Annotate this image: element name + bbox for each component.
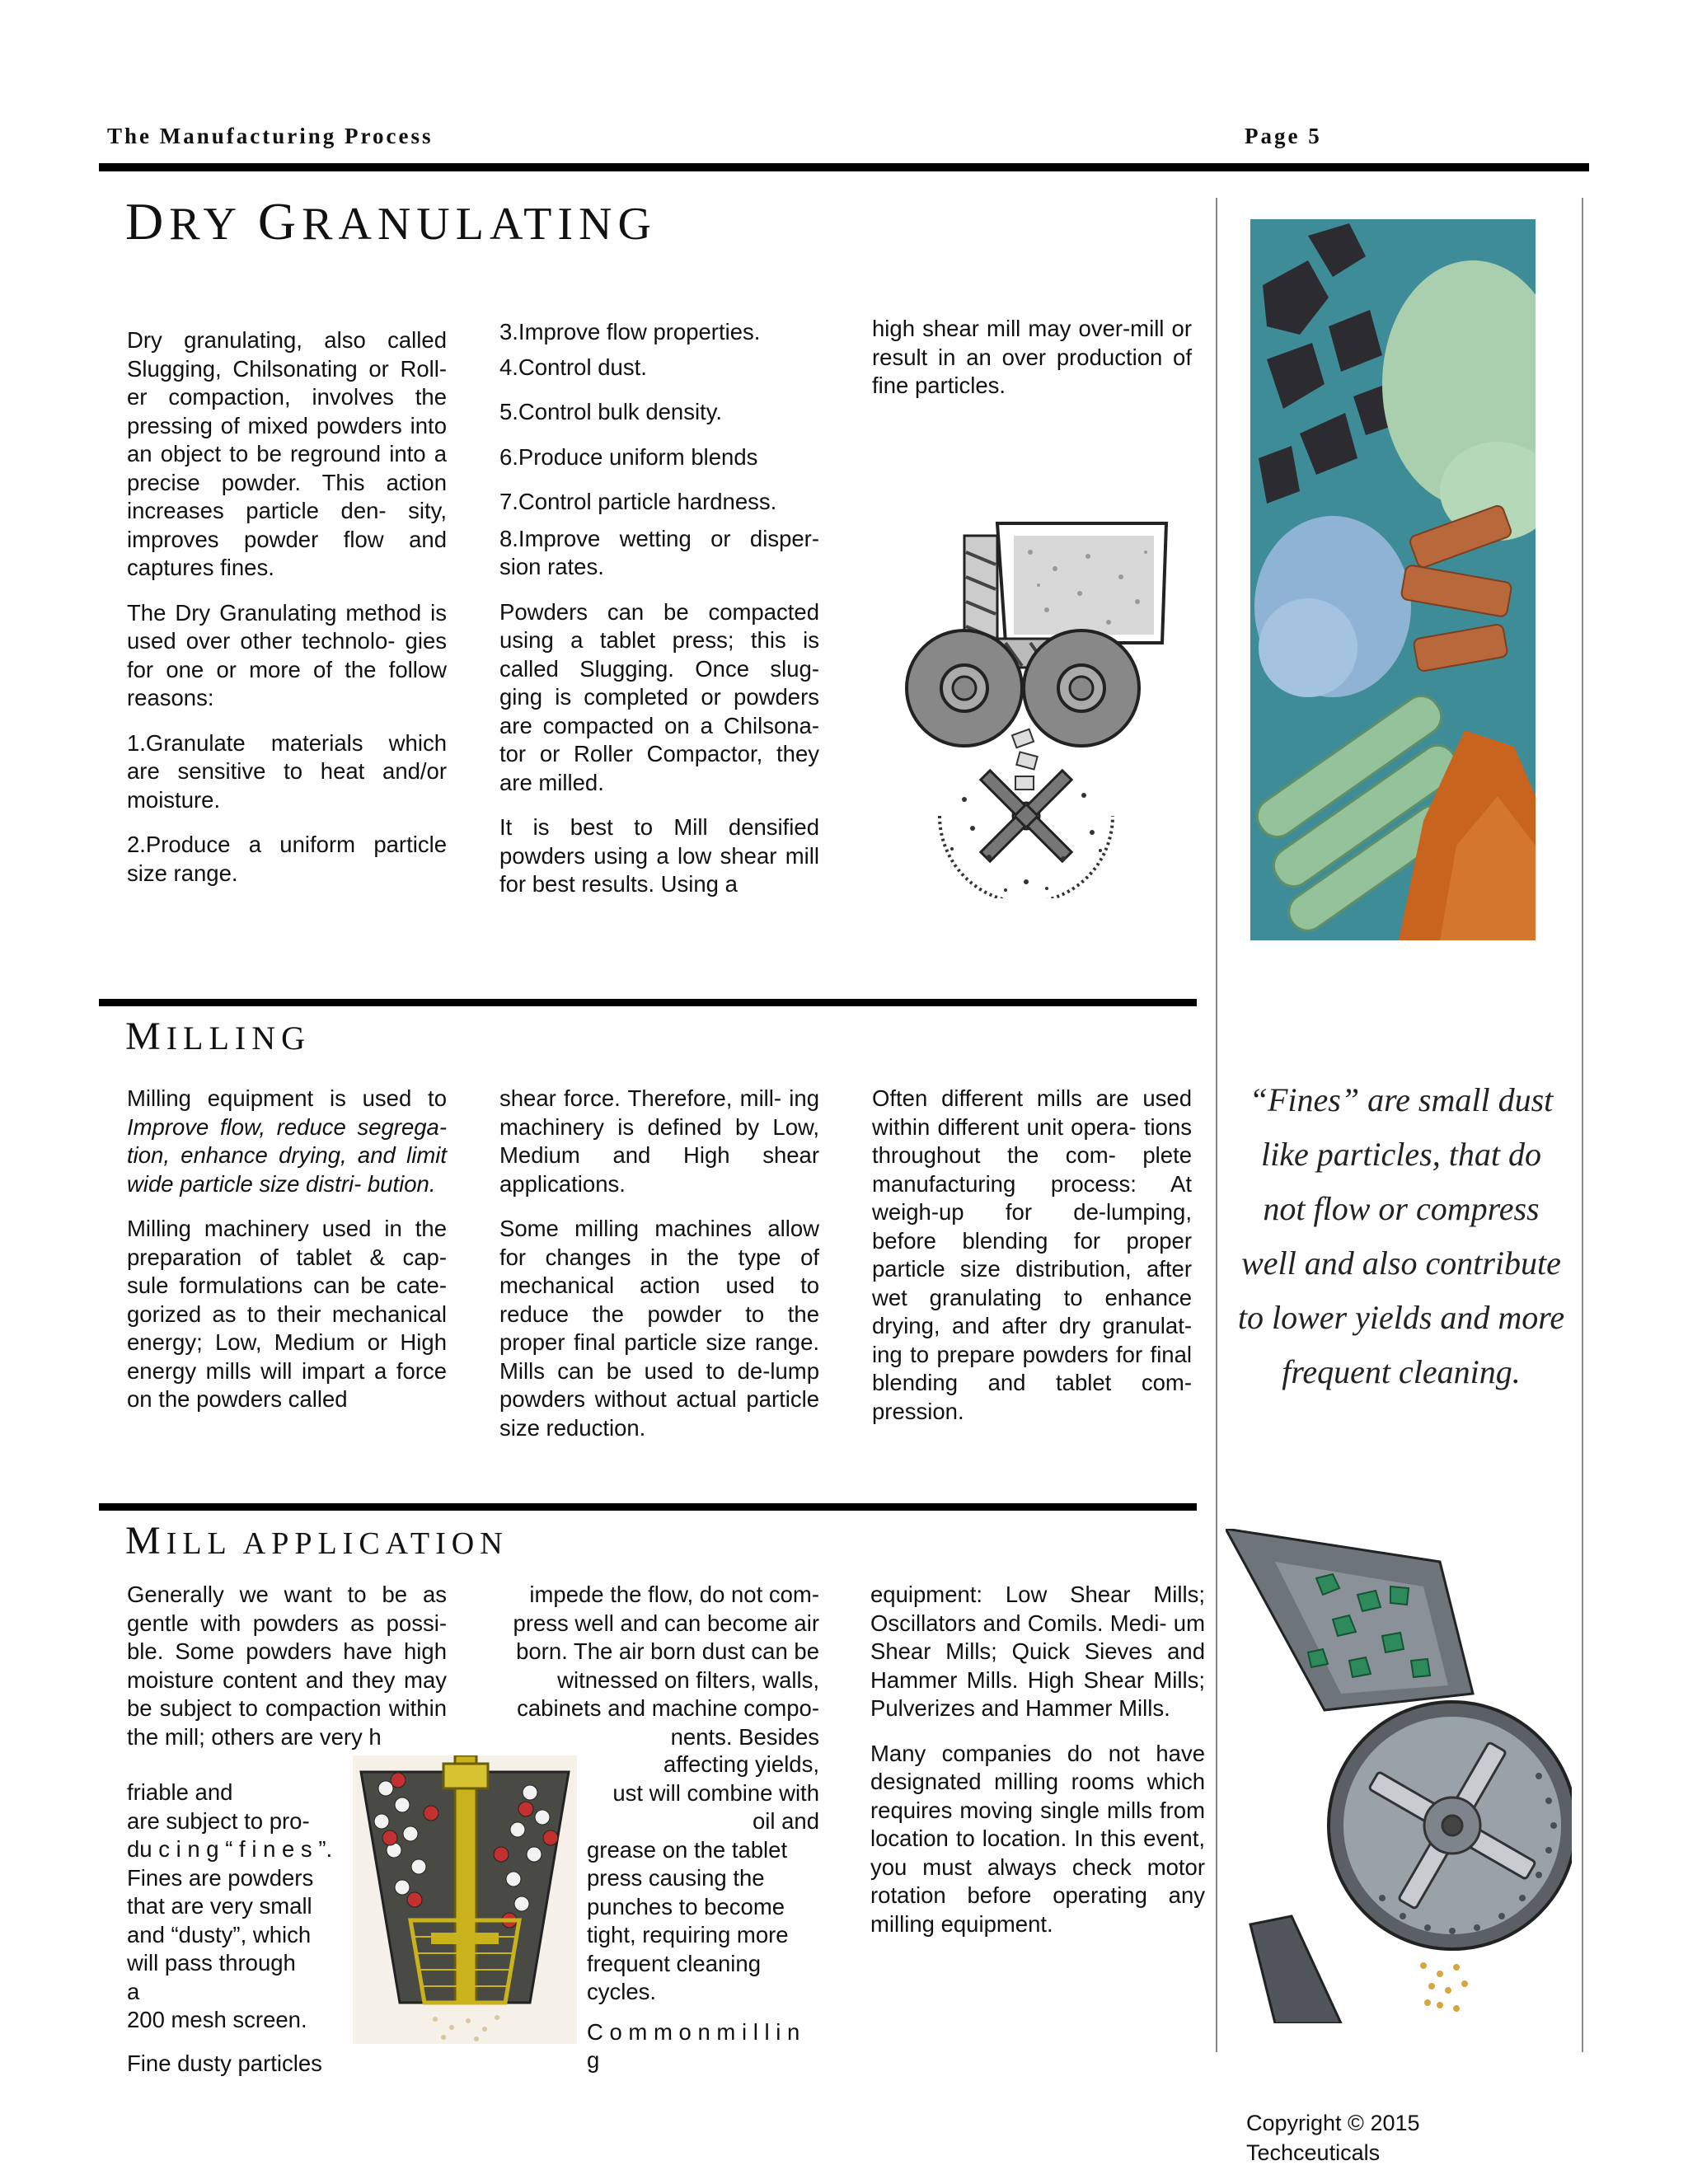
list-item: 8.Improve wetting or disper- sion rates. (499, 525, 819, 579)
text-line: press causing the (587, 1865, 765, 1891)
text-line: Fines are powders (127, 1864, 314, 1891)
copyright (1246, 2108, 1420, 2168)
dry-column-2 (499, 318, 819, 916)
text-line: g (587, 2047, 600, 2073)
mill-app-column-1-top (127, 1581, 447, 1751)
text-line: frequent cleaning (587, 1950, 761, 1976)
text-line: tight, requiring more (587, 1922, 789, 1947)
text-line: du c i n g “ f i n e s ”. (127, 1836, 333, 1862)
paragraph: high shear mill may over-mill or result in an over production of fine particles. (872, 316, 1192, 398)
text-line: a (127, 1978, 140, 2004)
paragraph (127, 1085, 447, 1198)
header-rule (99, 163, 1589, 171)
text-line: ust will combine with (612, 1779, 819, 1806)
paragraph: Dry granulating, also called Slugging, Chilsonating or Roll- er compaction, involves the pressing of mixed powders into an object to be reground into a precise powder. This action increases particle den- sity, improves powder flow and captures fines. (127, 327, 447, 580)
list-item: 5.Control bulk density. (499, 399, 723, 424)
section-rule-milling (99, 999, 1197, 1006)
text-line: affecting yields, (663, 1751, 819, 1777)
comil-mill-illustration (353, 1755, 577, 2044)
text-line: will pass through (127, 1950, 296, 1975)
paragraph: Generally we want to be as gentle with powders as possi- ble. Some powders have high moisture content and they may be subject to compaction within the mill; others are very h (127, 1582, 447, 1750)
section-rule-mill-application (99, 1503, 1197, 1511)
milling-column-1 (127, 1085, 447, 1431)
roller-compactor-illustration (890, 519, 1187, 898)
paragraph: equipment: Low Shear Mills; Oscillators and Comils. Medi- um Shear Mills; Quick Sieves and Hammer Mills. High Shear Mills; Pulverizes and Hammer Mills. (870, 1582, 1205, 1721)
mill-app-column-2-top (499, 1581, 819, 1751)
text-line: oil and (752, 1808, 819, 1834)
paragraph: Milling machinery used in the preparation of tablet & cap- sule formulations can be cate- gorized as to their mechanical energy; Low, Medium or High energy mills will impart a force on the powders called (127, 1216, 447, 1412)
running-header-title: The Manufacturing Process (107, 124, 434, 148)
list-item: 6.Produce uniform blends (499, 443, 758, 470)
paragraph: Powders can be compacted using a tablet press; this is called Slugging. Once slug- ging is completed or powders are compacted on a Chilsona- tor or Roller Compactor, they are milled. (499, 598, 819, 795)
section-title-mill-application: MILL APPLICATION (125, 1519, 509, 1563)
text-line: 200 mesh screen. (127, 2007, 307, 2032)
sidebar-divider-right (1582, 198, 1583, 2052)
text-line: grease on the tablet (587, 1836, 788, 1863)
paragraph: 2.Produce a uniform particle size range. (127, 832, 447, 886)
text-line: cycles. (587, 1979, 657, 2004)
mill-app-column-1-narrow (127, 1779, 349, 2078)
copyright-line: Copyright © 2015 (1246, 2111, 1420, 2135)
hammer-mill-illustration (1226, 1529, 1572, 2023)
text-line: that are very small (127, 1893, 312, 1919)
sidebar-divider-left (1216, 198, 1217, 2052)
paragraph: impede the flow, do not com- press well and can become air born. The air born dust can be witnessed on filters, walls, cabinets and machine compo- nents. Besides (513, 1582, 819, 1750)
section-title-milling: MILLING (125, 1015, 311, 1058)
paragraph: shear force. Therefore, mill- ing machinery is defined by Low, Medium and High shear applications. (499, 1085, 819, 1197)
section-title-dry-granulating: DRY GRANULATING (125, 192, 657, 251)
paragraph: 1.Granulate materials which are sensitive to heat and/or moisture. (127, 729, 447, 813)
intro-text: Milling equipment is used to (127, 1085, 447, 1111)
text-line: and “dusty”, which (127, 1921, 312, 1947)
text-line: friable and (127, 1779, 233, 1805)
text-line: are subject to pro- (127, 1807, 310, 1834)
mill-app-column-3 (870, 1581, 1205, 1955)
italic-text: Improve flow, reduce segrega- tion, enhance drying, and limit wide particle size distri- bution. (127, 1113, 447, 1197)
paragraph: Many companies do not have designated milling rooms which requires moving single mills from location to location. In this event, you must always check motor rotation before operating any milling equipment. (870, 1740, 1205, 1937)
page-number: Page 5 (1245, 124, 1322, 148)
dry-column-1 (127, 326, 447, 904)
text-line: C o m m o n m i l l i n (587, 2018, 800, 2045)
granules-photo (1250, 219, 1536, 940)
company-name: Techceuticals (1246, 2140, 1381, 2165)
list-item: 4.Control dust. (499, 354, 647, 380)
pull-quote: “Fines” are small dust like particles, that do not flow or compress well and also contribute to lower yields and more frequent cleaning. (1237, 1081, 1565, 1390)
list-item: 3.Improve flow properties. (499, 319, 761, 344)
text-line: Fine dusty particles (127, 2050, 322, 2076)
paragraph: The Dry Granulating method is used over other technolo- gies for one or more of the follow reasons: (127, 599, 447, 710)
milling-column-2 (499, 1085, 819, 1459)
paragraph: Some milling machines allow for changes in the type of mechanical action used to reduce the powder to the proper final particle size range. Mills can be used to de-lump powders without actual particle size reduction. (499, 1216, 819, 1441)
paragraph: It is best to Mill densified powders using a low shear mill for best results. Using a (499, 814, 819, 897)
mill-app-column-2-narrow (577, 1750, 819, 2075)
reasons-list (499, 318, 819, 582)
list-item: 7.Control particle hardness. (499, 489, 777, 514)
dry-column-3 (872, 315, 1192, 417)
milling-column-3 (872, 1085, 1192, 1442)
paragraph: Often different mills are used within different unit opera- tions throughout the com- plete manufacturing process: At weigh-up for de-lumping, before blending for proper particle size distribution, after wet granulating to enhance drying, and after dry granulat- ing to prepare powders for final blending and tablet com- pression. (872, 1085, 1192, 1424)
text-line: punches to become (587, 1893, 785, 1919)
